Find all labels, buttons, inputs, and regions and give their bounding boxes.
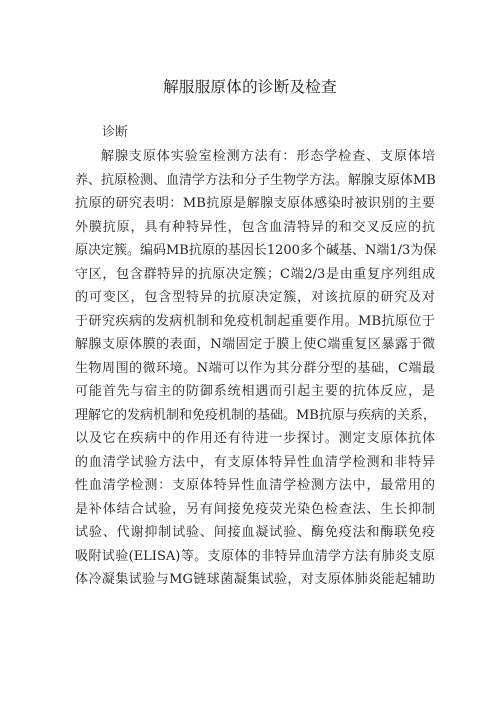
paragraph-line: 解腺支原体实验室检测方法有：形态学检查、支原体培	[101, 149, 435, 164]
paragraph-line: 可能首先与宿主的防御系统相遇而引起主要的抗体反应，是	[75, 384, 435, 399]
paragraph-line: 抗原的研究表明：MB抗原是解腺支原体感染时被识别的主要	[75, 196, 435, 211]
paragraph-line: 体冷凝集试验与MG链球菌凝集试验，对支原体肺炎能起辅助	[75, 572, 435, 587]
paragraph-line: 性血清学检测：支原体特异性血清学检测方法中，最常用的	[75, 478, 435, 493]
paragraph-line: 是补体结合试验，另有间接免疫荧光染色检查法、生长抑制	[75, 501, 435, 517]
paragraph-line: 解腺支原体膜的表面，N端固定于膜上使C端重复区暴露于微	[75, 337, 435, 352]
paragraph-line: 于研究疾病的发病机制和免疫机制起重要作用。MB抗原位于	[75, 313, 435, 329]
paragraph-line: 原决定簇。编码MB抗原的基因长1200多个碱基、N端1/3为保	[75, 243, 437, 258]
paragraph-line: 的血清学试验方法中，有支原体特异性血清学检测和非特异	[75, 454, 435, 470]
paragraph-line: 外膜抗原，具有种特异性，包含血清特异的和交叉反应的抗	[75, 219, 435, 235]
paragraph-line: 试验、代谢抑制试验、间接血凝试验、酶免疫法和酶联免疫	[75, 525, 435, 540]
paragraph-line: 理解它的发病机制和免疫机制的基础。MB抗原与疾病的关系，	[75, 407, 436, 423]
paragraph-line: 守区，包含群特异的抗原决定簇；C端2/3是由重复序列组成	[75, 266, 435, 282]
body-paragraph	[75, 145, 435, 592]
paragraph-line: 的可变区，包含型特异的抗原决定簇，对该抗原的研究及对	[75, 290, 435, 305]
paragraph-line: 吸附试验(ELISA)等。支原体的非特异血清学方法有肺炎支原	[75, 548, 435, 564]
paragraph-line: 养、抗原检测、血清学方法和分子生物学方法。解腺支原体MB	[75, 172, 436, 188]
section-heading-diagnosis: 诊断	[102, 125, 129, 140]
paragraph-line: 生物周围的微环境。N端可以作为其分群分型的基础，C端最	[75, 360, 435, 376]
paragraph-line: 以及它在疾病中的作用还有待进一步探讨。测定支原体抗体	[75, 431, 435, 446]
document-title: 解服服原体的诊断及检查	[163, 78, 337, 96]
